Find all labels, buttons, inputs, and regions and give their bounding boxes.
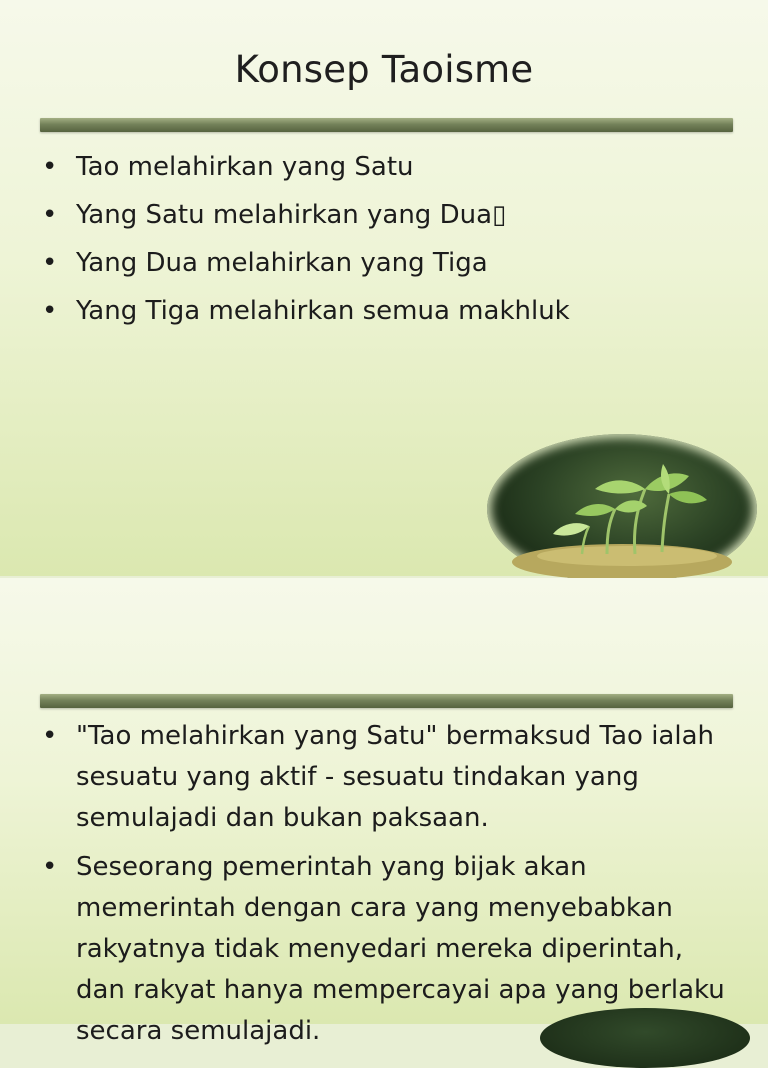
bullet-text: Yang Tiga melahirkan semua makhluk xyxy=(76,296,570,326)
slide-2 xyxy=(0,578,768,1046)
bullet-icon: • xyxy=(42,200,58,230)
bullet-icon: • xyxy=(42,721,58,751)
list-item xyxy=(42,191,728,239)
bullet-icon: • xyxy=(42,248,58,278)
list-item xyxy=(42,287,728,335)
slide-title: Konsep Taoisme xyxy=(234,48,534,91)
bullet-icon: • xyxy=(42,152,58,182)
bullet-icon: • xyxy=(42,852,58,882)
list-item xyxy=(42,716,728,839)
seedling-icon xyxy=(487,434,757,584)
bullet-text: Yang Satu melahirkan yang Dua▯ xyxy=(76,200,507,230)
decorative-oval xyxy=(540,1008,750,1068)
list-item xyxy=(42,239,728,287)
bullet-list xyxy=(42,143,728,335)
bullet-icon: • xyxy=(42,296,58,326)
title-divider xyxy=(40,118,733,132)
bullet-text: Tao melahirkan yang Satu xyxy=(76,152,414,182)
title-divider xyxy=(40,694,733,708)
list-item xyxy=(42,143,728,191)
bullet-text: Seseorang pemerintah yang bijak akan memerintah dengan cara yang menyebabkan rakyatnya tidak menyedari mereka diperintah, dan rakyat hanya mempercayai apa yang berlaku secara semulajadi. xyxy=(76,852,725,1046)
bullet-text: Yang Dua melahirkan yang Tiga xyxy=(76,248,488,278)
bullet-text: "Tao melahirkan yang Satu" bermaksud Tao ialah sesuatu yang aktif - sesuatu tindakan yang semulajadi dan bukan paksaan. xyxy=(76,721,715,833)
